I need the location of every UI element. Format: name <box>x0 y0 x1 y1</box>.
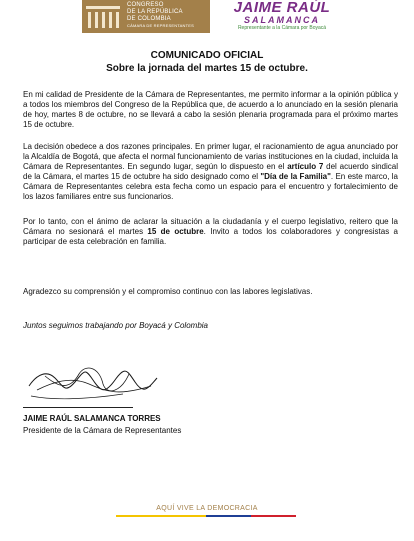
thanks-line: Agradezco su comprensión y el compromiso continuo con las labores legislativas. <box>23 287 313 296</box>
paragraph-2 <box>23 142 398 202</box>
logo-tagline: Representante a la Cámara por Boyacá <box>237 25 327 31</box>
bold-text: "Día de la Familia" <box>260 172 331 181</box>
bold-text: artículo 7 <box>287 162 324 171</box>
logo-line: DE COLOMBIA <box>127 16 171 22</box>
paragraph-1: En mi calidad de Presidente de la Cámara de Representantes, me permito informar a la opinión pública y a todos los miembros del Congreso de la República que, de acuerdo a lo anunciado en la sesión plenaria de hoy, martes 8 de octubre, no se llevará a cabo la sesión plenaria programada para el próximo martes 15 de octubre. <box>23 90 398 129</box>
text-run: La decisión obedece a dos razones principales. En primer lugar, el racionamiento de agua anunciado por la Alcaldía de Bogotá, que afecta el normal funcionamiento de varias instituciones en la ciudad, incluida la Cámara de Representantes. En segundo lugar, según lo dispuesto en el <box>23 142 398 171</box>
text-run: Por lo tanto, con el ánimo de aclarar la situación a la ciudadanía y el cuerpo legislativo, reitero que la Cámara no sesionará el martes <box>23 217 398 236</box>
flag-yellow <box>116 515 206 517</box>
signer-role: Presidente de la Cámara de Representantes <box>23 426 182 435</box>
capitol-icon <box>82 0 124 33</box>
logo-surname: SALAMANCA <box>244 15 320 25</box>
bold-text: 15 de octubre <box>147 227 204 236</box>
letterhead <box>0 0 414 38</box>
text-run: del acuerdo sindical de la Cámara, el martes 15 de octubre ha sido designado como el <box>23 162 398 181</box>
document-subtitle: Sobre la jornada del martes 15 de octubre. <box>106 63 308 74</box>
text-run: . En este marco, la Cámara de Representantes celebra esta fecha como un espacio para el encuentro y fortalecimiento de los lazos familiares entre sus funcionarios. <box>23 172 398 201</box>
flag-blue <box>206 515 251 517</box>
jaime-salamanca-logo <box>222 0 342 36</box>
document-title: COMUNICADO OFICIAL <box>150 50 264 61</box>
signer-name: JAIME RAÚL SALAMANCA TORRES <box>23 414 161 423</box>
text-run: . Invito a todos los colaboradores y congresistas a participar de esta celebración en familia. <box>23 227 399 246</box>
logo-line: CONGRESO <box>127 2 164 8</box>
congreso-logo <box>82 0 212 33</box>
paragraph-3 <box>23 217 398 247</box>
logo-name: JAIME RAÚL <box>233 0 331 16</box>
footer-slogan: AQUÍ VIVE LA DEMOCRACIA <box>156 505 258 512</box>
handwritten-signature <box>23 360 163 404</box>
signature-line <box>23 407 133 408</box>
closing-motto: Juntos seguimos trabajando por Boyacá y Colombia <box>23 321 208 330</box>
flag-red <box>251 515 296 517</box>
logo-line: CÁMARA DE REPRESENTANTES <box>127 23 194 28</box>
logo-line: DE LA REPÚBLICA <box>127 9 183 15</box>
congreso-logo-text <box>124 0 210 33</box>
colombia-flag-stripe <box>116 515 296 517</box>
